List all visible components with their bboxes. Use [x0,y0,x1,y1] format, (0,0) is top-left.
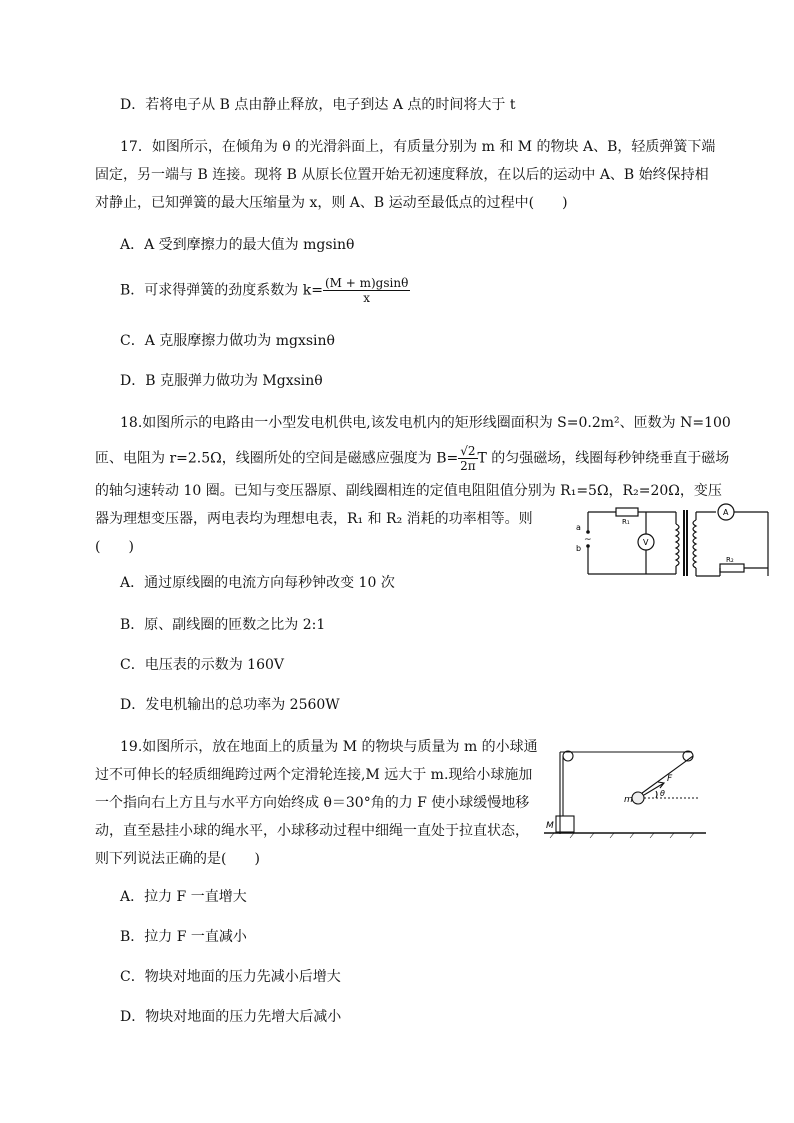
q18-stem-line3: 的轴匀速转动 10 圈。已知与变压器原、副线圈相连的定值电阻阻值分别为 R₁=5Ω，R₂=20Ω，变压 [95,483,722,499]
q18-stem-line4: 器为理想变压器，两电表均为理想电表，R₁ 和 R₂ 消耗的功率相等。则 [95,511,533,527]
q18-option-c: C．电压表的示数为 160V [120,657,284,673]
q19-option-c: C．物块对地面的压力先减小后增大 [120,969,341,985]
q18-stem-line2-suffix: T 的匀强磁场，线圈每秒钟绕垂直于磁场 [477,450,730,467]
resistor-r2-shape [720,564,744,572]
q17-option-b-prefix: B．可求得弹簧的劲度系数为 k= [120,282,323,299]
q17-option-d: D．B 克服弹力做功为 Mgxsinθ [120,373,323,389]
q17-fraction-denominator: x [363,291,371,305]
q17-stem-line1: 17．如图所示，在倾角为 θ 的光滑斜面上，有质量分别为 m 和 M 的物块 A、B，轻质弹簧下端 [120,139,716,155]
q19-stem-line1: 19.如图所示，放在地面上的质量为 M 的物块与质量为 m 的小球通 [120,739,538,755]
q16-option-d: D．若将电子从 B 点由静止释放，电子到达 A 点的时间将大于 t [120,97,516,113]
q17-option-b-fraction [323,276,410,305]
q18-option-d: D．发电机输出的总功率为 2560W [120,697,340,713]
ammeter-label: A [723,508,729,517]
label-big-m: M [546,821,554,831]
q18-option-b: B．原、副线圈的匝数之比为 2:1 [120,617,326,633]
secondary-coil [693,520,696,568]
label-small-m: m [624,795,633,805]
label-theta: θ [660,789,665,798]
terminal-b-label: b [576,544,582,553]
r2-label: R₂ [726,556,734,564]
q19-stem-line2: 过不可伸长的轻质细绳跨过两个定滑轮连接,M 远大于 m.现给小球施加 [95,767,533,783]
q18-stem-line1: 18.如图所示的电路由一小型发电机供电,该发电机内的矩形线圈面积为 S=0.2m²、匝数为 N=100 [120,415,731,431]
q18-stem-line5: ( ) [95,539,134,555]
q17-option-c: C．A 克服摩擦力做功为 mgxsinθ [120,333,335,349]
terminal-a-label: a [576,523,581,532]
voltmeter-label: V [643,538,649,547]
q18-stem-line2-prefix: 匝、电阻为 r=2.5Ω，线圈所处的空间是磁感应强度为 B= [95,450,459,467]
q17-stem-line3: 对静止，已知弹簧的最大压缩量为 x，则 A、B 运动至最低点的过程中( ) [95,195,568,211]
q18-b-denominator: 2π [460,459,476,473]
q18-circuit-diagram [566,502,776,582]
q19-stem-line4: 动，直至悬挂小球的绳水平，小球移动过程中细绳一直处于拉直状态， [95,823,529,839]
label-force-f: F [667,774,673,784]
q18-b-numerator: √2 [460,444,476,458]
q17-option-b [120,276,410,305]
q18-option-a: A．通过原线圈的电流方向每秒钟改变 10 次 [120,575,395,591]
q19-stem-line5: 则下列说法正确的是( ) [95,851,260,867]
q19-stem-line3: 一个指向右上方且与水平方向始终成 θ＝30°角的力 F 使小球缓慢地移 [95,795,530,811]
primary-coil [676,524,679,566]
q19-option-b: B．拉力 F 一直减小 [120,929,247,945]
q19-option-d: D．物块对地面的压力先增大后减小 [120,1009,342,1025]
q19-option-a: A．拉力 F 一直增大 [120,889,247,905]
block-m-big-shape [556,816,574,832]
q18-stem-line2 [95,444,729,473]
q17-stem-line2: 固定，另一端与 B 连接。现将 B 从原长位置开始无初速度释放，在以后的运动中 A、B 始终保持相 [95,167,709,183]
resistor-r1-shape [616,508,638,516]
ball-shape [632,792,644,804]
q17-fraction-numerator: (M + m)gsinθ [324,276,409,290]
q17-option-a: A．A 受到摩擦力的最大值为 mgsinθ [120,237,355,253]
ac-source-icon: ~ [584,535,592,545]
q18-b-fraction [458,444,477,473]
q19-pulley-diagram [540,744,710,844]
r1-label: R₁ [622,518,630,526]
